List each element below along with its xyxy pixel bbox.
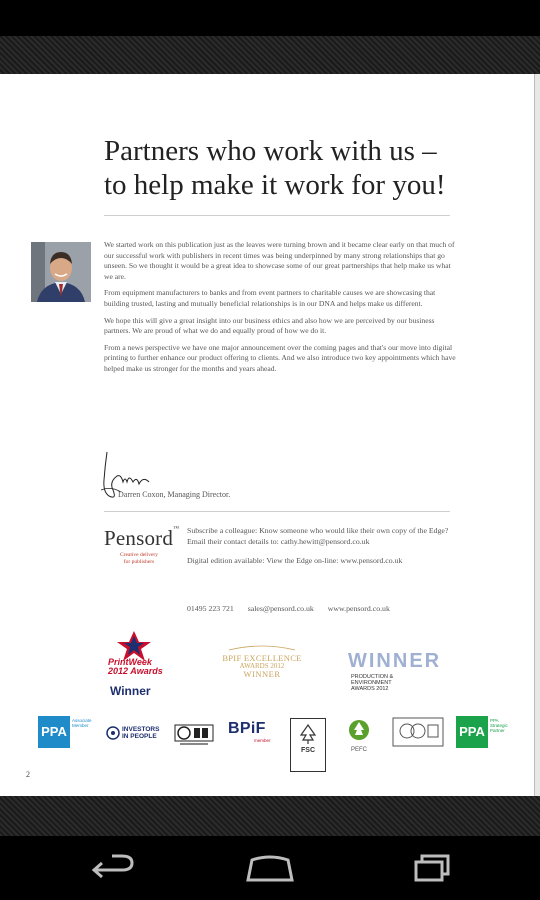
subscribe-text: Subscribe a colleague: Know someone who would like their own copy of the Edge? Email their contact details to: cathy.hewitt@pensord.co.uk (187, 526, 449, 546)
headline-line-2: to help make it work for you! (104, 169, 446, 201)
ppa-associate-logo (38, 716, 102, 748)
back-arrow-icon (82, 850, 142, 886)
body-paragraph: From equipment manufacturers to banks and from event partners to charitable causes we are showcasing that building trusted, lasting and mutually beneficial relationships is in our DNA and helps make us different. (104, 288, 436, 308)
headline-divider (104, 215, 450, 216)
iip-circle-icon (106, 726, 120, 740)
ppe-line-3: AWARDS 2012 (351, 686, 389, 692)
pensord-tagline-2: for publishers (123, 559, 155, 565)
pefc-logo (342, 718, 376, 752)
pensord-logo: Pensord™ Creative delivery for publishers (104, 526, 180, 565)
ppa-associate-label-1: Associate (72, 718, 92, 723)
reader-top-band (0, 36, 540, 74)
home-button[interactable] (240, 850, 300, 886)
digital-edition-text: Digital edition available: View the Edge on-line: www.pensord.co.uk (187, 556, 403, 565)
investors-in-people-logo (106, 726, 166, 746)
production-environment-award-logo (348, 650, 458, 698)
iip-line-2: IN PEOPLE (122, 733, 157, 740)
home-icon (240, 850, 300, 886)
ppa-associate-mark: PPA (38, 716, 70, 748)
website-link[interactable]: www.pensord.co.uk (327, 604, 390, 613)
contact-line (187, 604, 487, 613)
signatory-caption: Darren Coxon, Managing Director. (118, 490, 231, 499)
recent-apps-button[interactable] (398, 850, 458, 886)
page-headline (104, 134, 484, 202)
reader-bottom-band (0, 796, 540, 836)
laurel-icon (227, 644, 297, 652)
signature-divider (104, 511, 450, 512)
printweek-award-logo (106, 630, 166, 702)
status-bar (0, 0, 540, 36)
magazine-page[interactable] (0, 74, 534, 796)
back-button[interactable] (82, 850, 142, 886)
fsc-logo (290, 718, 326, 772)
bpif-excellence-award-logo (216, 644, 308, 696)
ppa-partner-mark: PPA (456, 716, 488, 748)
bpif-award-line-3: WINNER (243, 669, 281, 679)
pefc-label: PEFC (350, 747, 367, 753)
fsc-tree-icon (297, 723, 319, 745)
printweek-title-2: 2012 Awards (108, 666, 163, 676)
ppa-partner-label-2: Strategic (490, 723, 508, 728)
quality-certification-icon (174, 724, 214, 748)
fsc-label: FSC (301, 747, 315, 754)
printweek-title-1: PrintWeek (108, 657, 152, 667)
bpif-member-label: member (254, 738, 271, 743)
bpif-award-line-2: AWARDS 2012 (239, 662, 285, 670)
body-paragraph: We started work on this publication just as the leaves were turning brown and it became clear early on that much of our successful work with publishers in recent times was being underpinned by many strong relationships that go unseen. So we thought it would be a great idea to showcase some of our great partnerships that help make us what we are. (104, 240, 455, 281)
ppe-line-2: ENVIRONMENT (351, 680, 392, 686)
bpif-award-line-1: BPIF EXCELLENCE (222, 653, 302, 663)
headline-line-1: Partners who work with us – (104, 135, 437, 167)
pensord-wordmark: Pensord (104, 526, 174, 550)
iip-line-1: INVESTORS (122, 726, 160, 733)
bpif-wordmark: BPiF (228, 720, 266, 737)
ppe-line-1: PRODUCTION & (351, 674, 394, 680)
ppa-associate-label-2: Member (72, 723, 89, 728)
ppa-partner-label-1: PPA (490, 718, 499, 723)
subscribe-info (187, 525, 457, 574)
article-body (104, 240, 458, 381)
pensord-tagline-1: Creative delivery (119, 552, 159, 558)
body-paragraph: We hope this will give a great insight into our business ethics and also how we are perceived by our business partners. We are proud of what we do and equally proud of how we do it. (104, 315, 435, 336)
email-link[interactable]: sales@pensord.co.uk (247, 604, 314, 613)
phone-number: 01495 223 721 (187, 604, 234, 613)
pefc-tree-icon (346, 718, 372, 742)
iso-certification-icon (392, 717, 444, 747)
recent-apps-icon (398, 850, 458, 886)
page-number: 2 (26, 770, 30, 779)
body-paragraph: From a news perspective we have one major announcement over the coming pages and that's our move into digital printing to further enhance our product offering to clients. And we also introduce two key appointments which have helped make us stronger for the months and years ahead. (104, 342, 456, 373)
ppa-partner-label-3: Partner (490, 728, 505, 733)
page-edge (534, 74, 540, 796)
bpif-member-logo (228, 720, 276, 748)
ppa-strategic-partner-logo (456, 716, 518, 748)
system-navigation-bar (0, 836, 540, 900)
managing-director-photo (31, 242, 91, 302)
ppe-winner: WINNER (348, 650, 442, 672)
printweek-winner: Winner (110, 684, 151, 698)
